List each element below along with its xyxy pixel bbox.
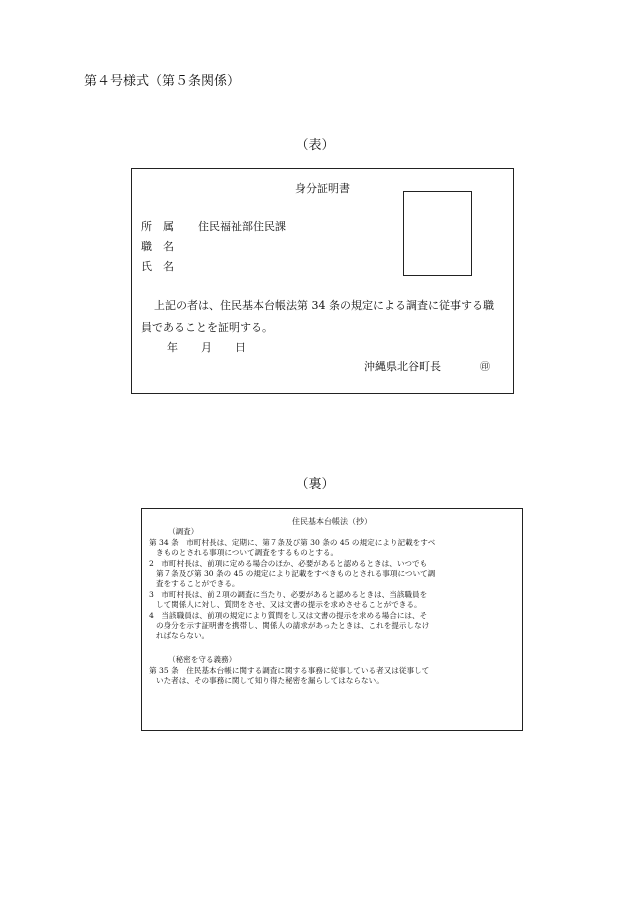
law-text-line: 第 34 条 市町村長は、定期に、第７条及び第 30 条の 45 の規定により記載をすべ <box>149 538 436 547</box>
id-card-front <box>131 168 514 394</box>
date-day: 日 <box>235 341 246 354</box>
seal-mark: ㊞ <box>480 362 490 373</box>
field-label: 所 属 <box>141 220 174 233</box>
certification-statement-line2: 員であることを証明する。 <box>141 321 273 334</box>
field-label: 職 名 <box>141 240 174 253</box>
law-text-line: 査をすることができる。 <box>156 579 240 588</box>
law-text-line: 第 35 条 住民基本台帳に関する調査に関する事務に従事している者又は従事して <box>149 666 430 675</box>
law-text-line: 第７条及び第 30 条の 45 の規定により記載をすべきものとされる事項について調 <box>156 569 436 578</box>
law-text-line: きものとされる事項について調査をするものとする。 <box>156 548 339 557</box>
law-text-line: （秘密を守る義務） <box>168 655 237 664</box>
law-text-line: の身分を示す証明書を携帯し、関係人の請求があったときは、これを提示しなけ <box>156 621 430 630</box>
law-text-line: 2 市町村長は、前項に定める場合のほか、必要があると認めるときは、いつでも <box>149 559 428 568</box>
front-side-heading: （表） <box>295 138 335 153</box>
photo-box <box>403 191 472 276</box>
date-month: 月 <box>201 341 212 354</box>
law-title: 住民基本台帳法（抄） <box>292 517 372 526</box>
back-side-heading: （裏） <box>295 477 335 492</box>
law-text-line: いた者は、その事務に関して知り得た秘密を漏らしてはならない。 <box>156 676 384 685</box>
law-text-line: ればならない。 <box>156 631 210 640</box>
issuer-name: 沖縄県北谷町長 <box>364 360 441 373</box>
form-title: 第４号様式（第５条関係） <box>84 74 241 89</box>
law-text-line: 3 市町村長は、前２項の調査に当たり、必要があると認めるときは、当該職員を <box>149 590 428 599</box>
law-text-line: 4 当該職員は、前項の規定により質問をし又は文書の提示を求める場合には、そ <box>149 611 428 620</box>
field-value: 住民福祉部住民課 <box>198 220 286 233</box>
law-text-line: （調査） <box>168 527 199 536</box>
date-year: 年 <box>167 341 178 354</box>
law-text-line: して関係人に対し、質問をさせ、又は文書の提示を求めさせることができる。 <box>156 600 422 609</box>
card-title: 身分証明書 <box>295 182 350 195</box>
certification-statement-line1: 上記の者は、住民基本台帳法第 34 条の規定による調査に従事する職 <box>154 299 494 312</box>
field-label: 氏 名 <box>141 260 174 273</box>
id-card-back <box>141 508 523 731</box>
